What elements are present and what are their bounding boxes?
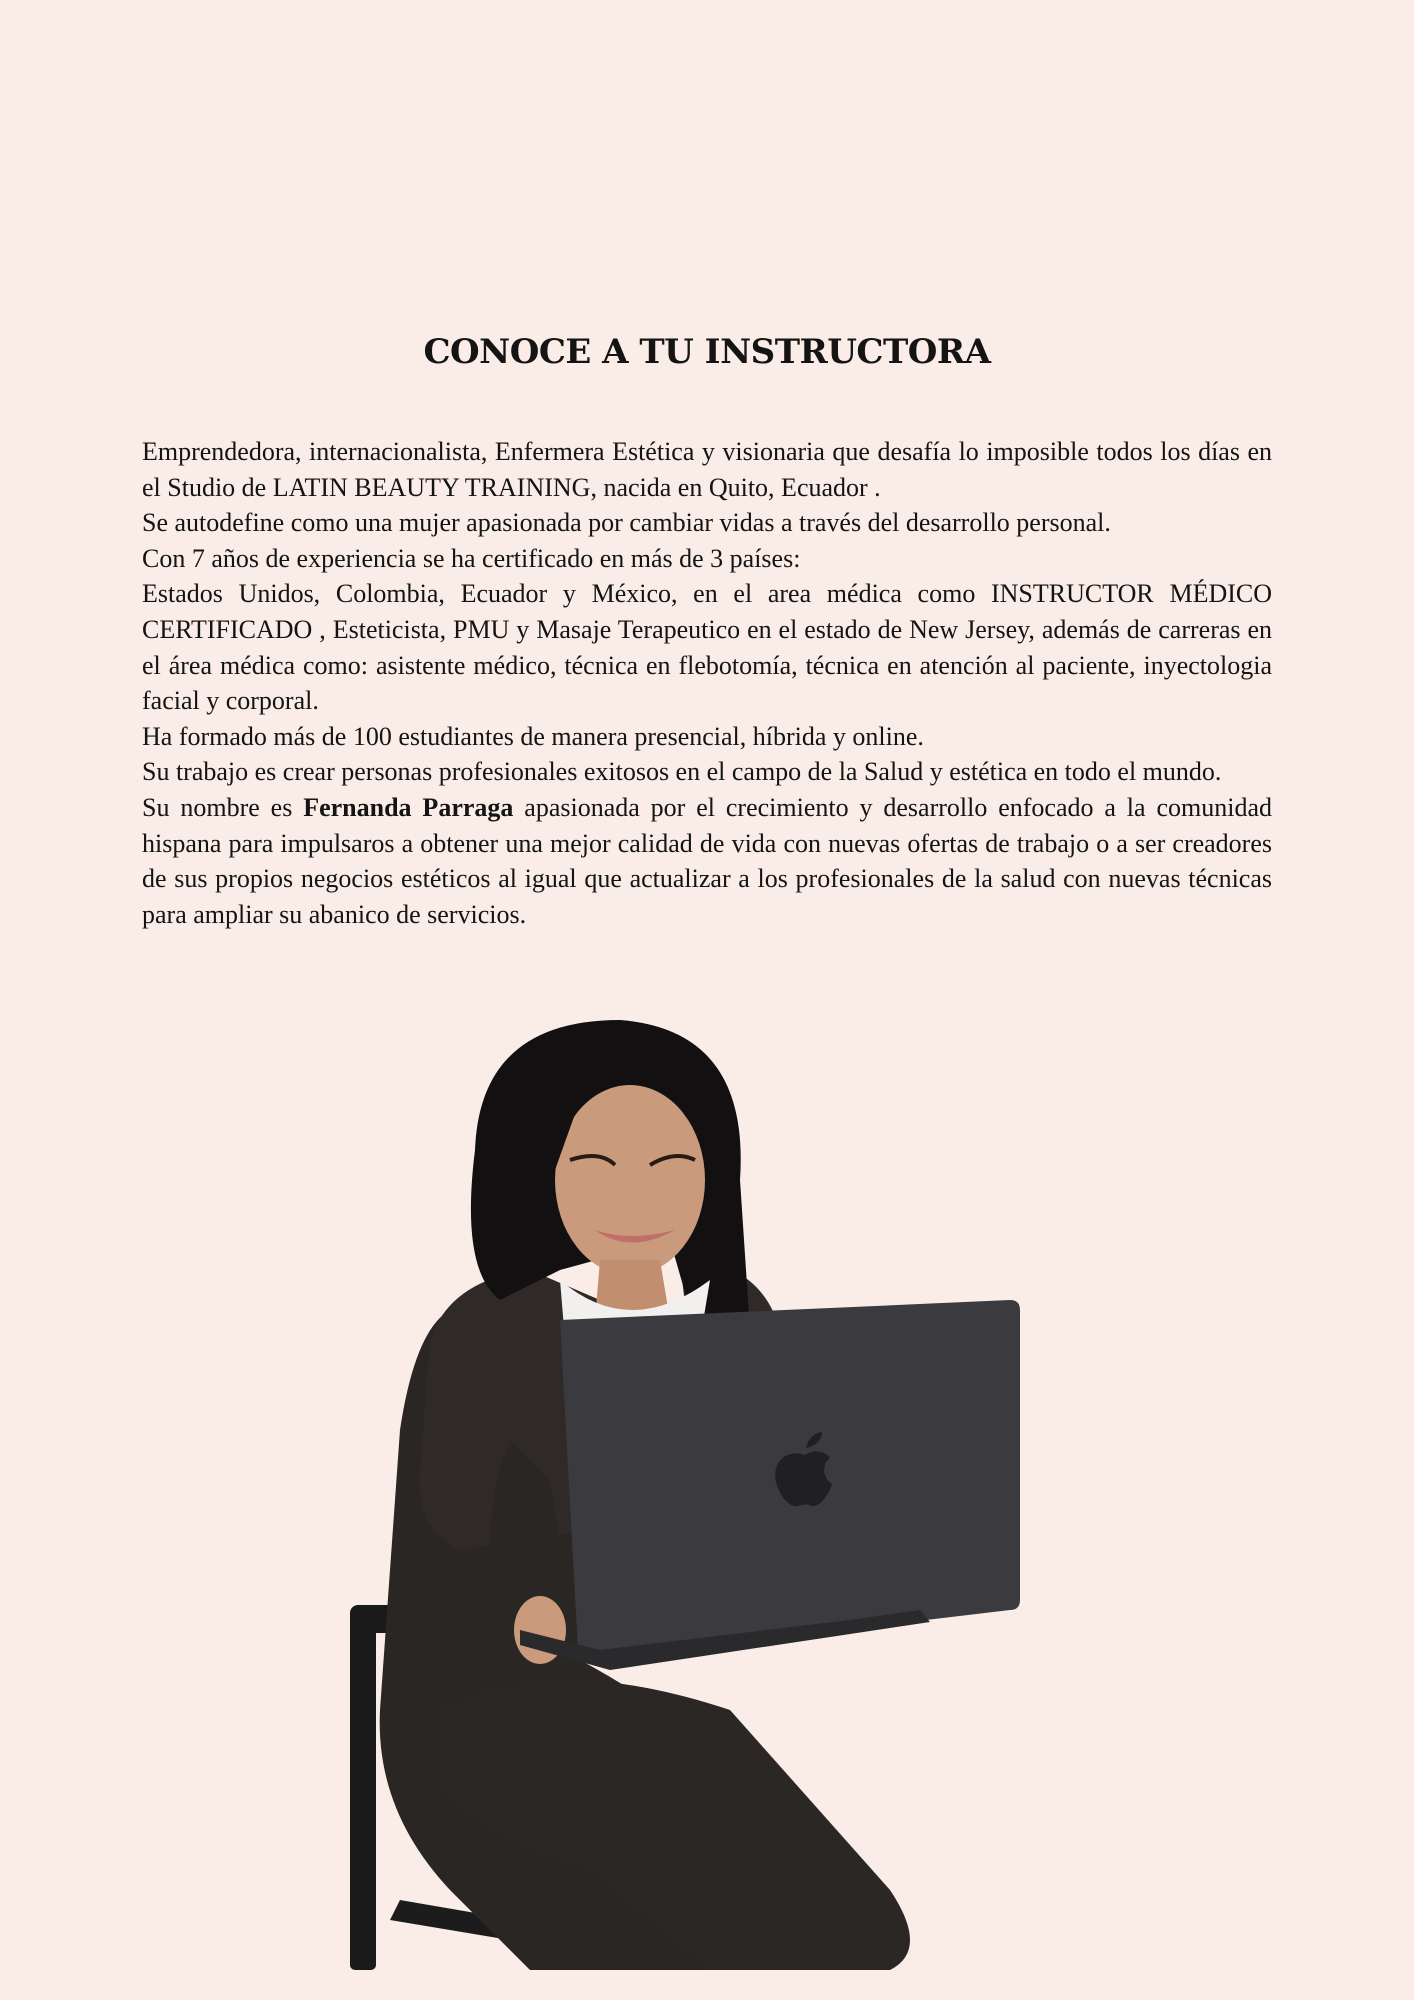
bio-paragraph-4: Estados Unidos, Colombia, Ecuador y México, en el area médica como INSTRUCTOR MÉDICO CERTIFICADO , Esteticista, PMU y Masaje Terapeutico en el estado de New Jersey, además de carreras en el área médica como: asistente médico, técnica en flebotomía, técnica en atención al paciente, inyectologia facial y corporal.	[142, 579, 1272, 716]
page-title: CONOCE A TU INSTRUCTORA	[423, 332, 991, 372]
bio-paragraph-3: Con 7 años de experiencia se ha certificado en más de 3 países:	[142, 543, 801, 573]
bio-paragraph-2: Se autodefine como una mujer apasionada por cambiar vidas a través del desarrollo personal.	[142, 508, 1111, 538]
bio-name-outro: apasionada por el crecimiento y desarrollo enfocado a la comunidad hispana para impulsaros a obtener una mejor calidad de vida con nuevas ofertas de trabajo o a ser creadores de sus propios negocios estéticos al igual que actualizar a los profesionales de la salud con nuevas técnicas para ampliar su abanico de servicios.	[142, 792, 1272, 929]
bio-name-intro: Su nombre es	[142, 792, 304, 822]
laptop	[520, 1300, 1020, 1670]
instructor-photo	[330, 1010, 1120, 1970]
instructor-bio	[142, 434, 1272, 932]
bio-paragraph-1: Emprendedora, internacionalista, Enfermera Estética y visionaria que desafía lo imposible todos los días en el Studio de LATIN BEAUTY TRAINING, nacida en Quito, Ecuador .	[142, 437, 1272, 502]
bio-paragraph-7	[142, 790, 1272, 932]
bio-paragraph-6: Su trabajo es crear personas profesionales exitosos en el campo de la Salud y estética en todo el mundo.	[142, 757, 1222, 787]
instructor-name: Fernanda Parraga	[303, 792, 514, 822]
bio-paragraph-5: Ha formado más de 100 estudiantes de manera presencial, híbrida y online.	[142, 721, 924, 751]
